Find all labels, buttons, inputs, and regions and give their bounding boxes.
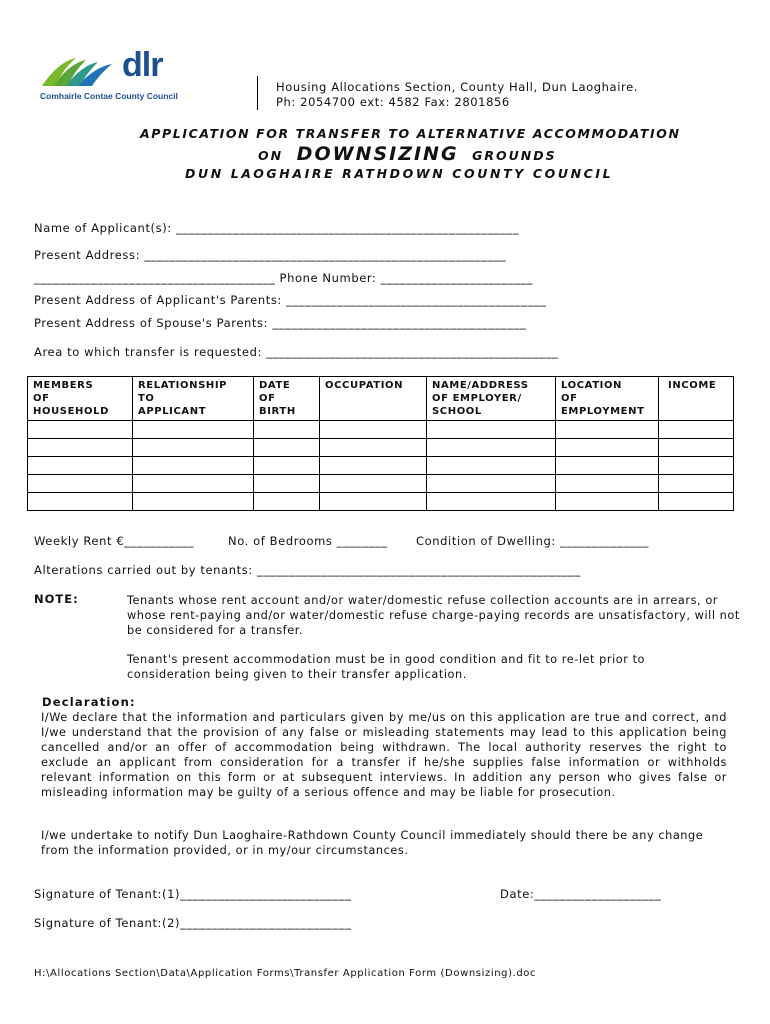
undertaking-paragraph: I/we undertake to notify Dun Laoghaire-Rathdown County Council immediately should there be any change from the information provided, or in my/our circumstances. xyxy=(41,829,704,857)
declaration-paragraph: I/We declare that the information and particulars given by me/us on this application are true and correct, and I/we understand that the provision of any false or misleading statements may lead to this application being cancelled and/or an offer of accommodation being withdrawn. The local authority reserves the right to exclude an applicant from consideration for a transfer if he/she supplies false information or withholds relevant information on this form or at subsequent interviews. In addition any person who gives false or misleading information may be guilty of a serious offence and may be liable for prosecution. xyxy=(41,711,727,799)
col-relationship: RELATIONSHIP TO APPLICANT xyxy=(133,377,254,421)
col-occupation: OCCUPATION xyxy=(320,377,427,421)
transfer-area-field[interactable]: Area to which transfer is requested: ______________________________________________ xyxy=(34,345,559,359)
council-name: DUN LAOGHAIRE RATHDOWN COUNTY COUNCIL xyxy=(185,166,614,181)
present-address-field[interactable]: Present Address: _________________________________________________________ xyxy=(34,248,507,262)
address-line-2: Ph: 2054700 ext: 4582 Fax: 2801856 xyxy=(276,95,510,109)
applicant-name-field[interactable]: Name of Applicant(s): ______________________________________________________ xyxy=(34,221,519,235)
table-header-row xyxy=(28,377,734,421)
note-paragraph-1: Tenants whose rent account and/or water/domestic refuse collection accounts are in arrears, or whose rent-paying and/or water/domestic refuse charge-paying records are unsatisfactory, will not be considered for a transfer. xyxy=(127,594,740,637)
office-address xyxy=(276,80,638,110)
title-on: ON xyxy=(258,148,284,163)
tenant-2-signature-field[interactable]: Signature of Tenant:(2)___________________________ xyxy=(34,916,352,930)
phone-number-field[interactable]: ______________________________________ Phone Number: ________________________ xyxy=(34,271,534,285)
parents-address-field[interactable]: Present Address of Applicant's Parents: _________________________________________ xyxy=(34,293,547,307)
weekly-rent-field[interactable]: Weekly Rent €___________ xyxy=(34,534,195,548)
logo-subtitle: Comhairle Contae County Council xyxy=(40,91,178,101)
col-members: MEMBERS OF HOUSEHOLD xyxy=(28,377,133,421)
date-field[interactable]: Date:____________________ xyxy=(500,887,662,901)
declaration-heading: Declaration: xyxy=(42,695,136,709)
table-row[interactable] xyxy=(28,493,734,511)
title-downsizing: DOWNSIZING xyxy=(296,143,459,165)
alterations-field[interactable]: Alterations carried out by tenants: ___________________________________________________ xyxy=(34,563,581,577)
footer-file-path: H:\Allocations Section\Data\Application Forms\Transfer Application Form (Downsizing).doc xyxy=(34,968,537,979)
form-title: APPLICATION FOR TRANSFER TO ALTERNATIVE ACCOMMODATION xyxy=(140,126,681,141)
col-dob: DATE OF BIRTH xyxy=(254,377,320,421)
col-location: LOCATION OF EMPLOYMENT xyxy=(556,377,659,421)
col-income: INCOME xyxy=(659,377,734,421)
table-row[interactable] xyxy=(28,421,734,439)
header-rule xyxy=(257,76,258,110)
spouse-parents-address-field[interactable]: Present Address of Spouse's Parents: ________________________________________ xyxy=(34,316,527,330)
wave-logo-icon xyxy=(40,52,118,90)
logo-wordmark: dlr xyxy=(122,46,163,84)
table-row[interactable] xyxy=(28,457,734,475)
note-label: NOTE: xyxy=(34,592,79,606)
tenant-1-signature-field[interactable]: Signature of Tenant:(1)___________________________ xyxy=(34,887,352,901)
table-row[interactable] xyxy=(28,475,734,493)
household-table xyxy=(27,376,734,511)
table-row[interactable] xyxy=(28,439,734,457)
note-paragraph-2: Tenant's present accommodation must be in good condition and fit to re-let prior to consideration being given to their transfer application. xyxy=(127,653,646,681)
bedrooms-field[interactable]: No. of Bedrooms ________ xyxy=(228,534,388,548)
col-employer: NAME/ADDRESS OF EMPLOYER/ SCHOOL xyxy=(427,377,556,421)
council-logo xyxy=(40,46,200,104)
address-line-1: Housing Allocations Section, County Hall, Dun Laoghaire. xyxy=(276,80,639,94)
condition-field[interactable]: Condition of Dwelling: ______________ xyxy=(416,534,650,548)
form-subtitle xyxy=(258,143,557,165)
title-grounds: GROUNDS xyxy=(472,148,557,163)
